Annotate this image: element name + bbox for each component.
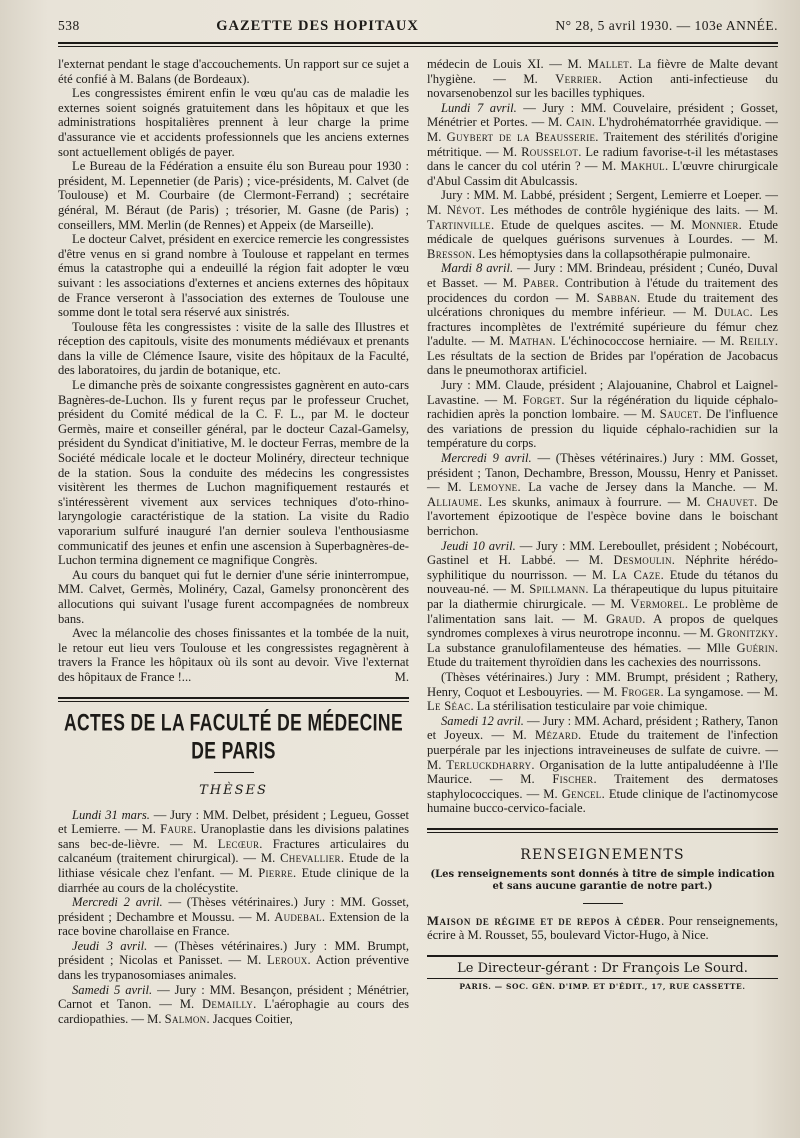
candidate-name: Desmoulin [613,553,672,568]
candidate-name: Cain [566,115,592,130]
entry-text: . Néphrite hérédo-syphilitique du nourrisson. — M. [427,553,778,582]
entry-text: . Le problème de l'alimentation sans lait. — M. [427,596,778,626]
author-signature: M. [394,669,409,684]
entry-text: . Organisation de la lutte antipaludéenne à l'Ile Maurice. — M. [427,757,778,787]
short-rule [583,903,623,904]
paragraph: Les congressistes émirent enfin le vœu qu'au cas de maladie les externes soient soignés gratuitement dans les hôpitaux et que les administrations hospitalières prennent à leur charge la prime d'assurance vie et accidents professionnels que les anciens externes sont actuellement obligés de payer. [58,86,409,159]
renseignements-note: (Les renseignements sont donnés à titre de simple indication et sans aucune garantie de notre part.) [430,868,775,892]
entry-text: . Jacques Coitier, [206,1011,293,1026]
paragraph: Le docteur Calvet, président en exercice remercie les congressistes d'être venus en si grand nombre à Toulouse et rappelant en termes émus la catastrophe qui a endeuillé la région fait adopter le vœu suivant : les associations d'externes et anciens externes des hôpitaux de France verseront à l'association des externes de Toulouse une somme dont le total sera réservé aux sinistrés. [58,232,409,320]
candidate-name: Lemoyne [469,480,518,495]
entry-date: Jeudi 3 avril. [72,938,148,953]
candidate-name: Lecœur [217,836,260,851]
entry-text: . Etude de quelques ascites. — M. [490,217,692,232]
candidate-name: Sabban [596,290,637,305]
entry-text: . Contribution à l'étude du traitement des procidences du cordon — M. [427,275,778,305]
entry-text: . Traitement des dermatoses staphylococciques. — M. [427,772,778,801]
candidate-name: Dulac [714,305,750,320]
paragraph: Le dimanche près de soixante congressistes gagnèrent en auto-cars Bagnères-de-Luchon. Ils y furent reçus par le professeur Cruchet, président du Comité médical de la C. F. L., par M. le docteur Germès, maire et conseiller général, par le docteur Cazal-Gamelsy, président du Syndicat d'initiative, M. le docteur Ferras, membre de la Société médicale locale et le docteur Molinéry, directeur technique de la station. Sous la conduite des médecins les congressistes visitèrent les thermes de Luchon magnifiquement restaurés et s'intéressèrent vivement aux services techniques d'oto-rhino-laryngologie caractéristique de la station. La visite du Radio vaporarium sulfuré inauguré l'an dernier souleva l'enthousiasme communicatif des jeunes et enfin une ascension à Superbagnères-de-Luchon termina dignement ce magnifique Congrès. [58,378,409,568]
short-rule [214,772,254,773]
candidate-name: Pierre [258,865,293,880]
classified-ad [427,914,778,943]
entry-text: . A propos de quelques syndromes complexes à virus neurotrope inconnu. — M. [427,611,778,641]
candidate-name: Le Séac [427,699,471,714]
thesis-entry [427,188,778,261]
paragraph: l'externat pendant le stage d'accouchements. Un rapport sur ce sujet a été confié à M. Balans (de Bordeaux). [58,57,409,86]
thesis-entry [58,808,409,896]
thesis-entry [427,539,778,670]
entry-date: Samedi 12 avril. [441,713,524,728]
entry-text: — (Thèses vétérinaires.) Jury : MM. Brumpt, président ; Nicolas et Panisset. — M. [58,938,409,968]
candidate-name: Guybert de la Beausserie [446,129,596,144]
entry-text: . L'aérophagie au cours des cardiopathies. — M. [58,997,409,1026]
printer-imprint: PARIS. — SOC. GÉN. D'IMP. ET D'ÉDIT., 17, RUE CASSETTE. [459,982,746,992]
candidate-name: Verrier [555,71,599,86]
paragraph: Toulouse fêta les congressistes : visite de la salle des Illustres et réception des capitouls, visite des monuments médiévaux et prenants dans la ville de Clémence Isaure, visite des hôpitaux de la Faculté, des laboratoires, du jardin de botanique, etc. [58,319,409,378]
entry-text: . La substance granulofilamenteuse des hématies. — Mlle [427,626,778,655]
left-column [58,57,409,1026]
entry-text: . Les fractures incomplètes de l'extrémité supérieure du fémur chez l'adulte. — M. [427,305,778,349]
ad-text: . Pour renseignements, écrire à M. Rousset, 55, boulevard Victor-Hugo, à Nice. [427,913,778,943]
entry-text: . Les skunks, animaux à fourrure. — M. [479,494,707,509]
section-separator [427,828,778,833]
candidate-name: Gronitzky [717,626,775,641]
candidate-name: Fischer [552,772,594,787]
entry-text: . Les hémoptysies dans la collapsothérapie pulmonaire. [472,246,751,261]
section-title: ACTES DE LA FACULTÉ DE MÉDECINE DE PARIS [63,708,404,764]
candidate-name: Faure [160,822,194,837]
candidate-name: Froger [621,684,661,699]
candidate-name: Mathan [509,334,553,349]
thesis-entry [427,451,778,539]
paragraph-text: Avec la mélancolie des choses finissantes et la tombée de la nuit, le retour eut lieu vers Toulouse et les congressistes regagnèrent à travers la France les hôpitaux où ils sont au devoir. Vive l'externat des hôpitaux de France !... [58,626,409,684]
entry-text: . De l'avortement épizootique de l'espèce bovine dans le boischant berrichon. [427,494,778,538]
entry-text: — (Thèses vétérinaires.) Jury : MM. Gosset, président ; Tanon, Dechambre, Bresson, Moussu, Henry et Panisset. — M. [427,451,779,495]
paragraph: Au cours du banquet qui fut le dernier d'une série ininterrompue, MM. Calvet, Germès, Molinéry, Cazal, Gamelsy prononcèrent des allocutions qui suivant l'usage furent accompagnées de nombreux bans. [58,567,409,626]
entry-text: . La stérilisation testiculaire par voie chimique. [470,699,708,714]
thesis-entry [58,895,409,939]
entry-text: . Etude médicale de quelques guérisons survenues à Lourdes. — M. [427,217,778,247]
header-rule [58,42,778,47]
candidate-name: Forget [522,392,562,407]
entry-date: Lundi 31 mars. [72,807,150,822]
entry-text: . L'œuvre chirurgicale d'Abul Cassim dit Abulcassis. [427,159,778,188]
thesis-entry [427,261,778,378]
section-separator [58,697,409,702]
entry-text: . De l'influence des variations de pression du liquide céphalo-rachidien sur la température du corps. [427,407,778,451]
candidate-name: Spillmann [529,582,586,597]
entry-date: Lundi 7 avril. [441,100,517,115]
candidate-name: Alliaume [427,494,479,509]
entry-text: . Les résultats de la section de Brides par l'opération de Jacobacus dans le pneumothorax artificiel. [427,334,778,378]
entry-text: Jury : MM. Claude, président ; Alajouanine, Chabrol et Laignel-Lavastine. — M. [427,378,778,407]
candidate-name: Mézard [535,728,578,743]
entry-text: . Etude de la lithiase vésicale chez l'enfant. — M. [58,851,409,880]
candidate-name: Névot [446,202,482,217]
entry-text: (Thèses vétérinaires.) Jury : MM. Brumpt, président ; Rathery, Henry, Coquot et Lesbouyries. — M. [427,669,778,699]
thesis-entry [427,378,778,451]
candidate-name: Terluckdharry [446,757,532,772]
entry-text: . Traitement des stérilités d'origine métritique. — M. [427,129,778,159]
candidate-name: La Caze [612,567,661,582]
candidate-name: Chauvet [706,494,755,509]
thesis-entry [427,670,778,714]
issue-info: N° 28, 5 avril 1930. — 103e ANNÉE. [555,18,778,33]
entry-text: . La fièvre de Malte devant l'hygiène. — M. [427,57,779,86]
candidate-name: Mallet [587,57,630,71]
candidate-name: Audebal [274,909,322,924]
entry-text: . Etude du tétanos du nouveau-né. — M. [427,567,778,597]
entry-text: médecin de Louis XI. — M. [427,57,588,71]
entry-date: Samedi 5 avril. [72,982,153,997]
entry-text: — Jury : MM. Besançon, président ; Ménétrier, Carnot et Tanon. — M. [58,982,409,1012]
footer [427,955,778,991]
candidate-name: Chevallier [280,851,341,866]
ad-heading: Maison de régime et de repos à céder [427,913,662,928]
candidate-name: Rousselot [521,144,579,159]
entry-text: — Jury : MM. Achard, président ; Rathery, Tanon et Joyeux. — M. [427,713,779,743]
entry-text: . L'hydrohématorrhée gravidique. — M. [427,115,778,144]
right-column [427,57,778,1026]
entry-text: . Etude du traitement de l'infection puerpérale par les injections intraveineuses de sulfate de cuivre. — M. [427,728,779,772]
entry-text: . La thérapeutique du lupus pituitaire par la diathermie chirurgicale. — M. [427,582,778,611]
columns [58,57,778,1026]
entry-date: Mercredi 9 avril. [441,451,532,466]
entry-text: . Uranoplastie dans les divisions palatines sans bec-de-lièvre. — M. [58,822,409,851]
candidate-name: Reilly [739,334,775,349]
entry-text: — (Thèses vétérinaires.) Jury : MM. Gosset, président ; Dechambre et Moussu. — M. [58,895,410,924]
candidate-name: Vermorel [630,596,685,611]
thesis-entry [427,714,778,816]
entry-text: . La syngamose. — M. [660,684,778,699]
paragraph: Le Bureau de la Fédération a ensuite élu son Bureau pour 1930 : président, M. Lepennetier (de Paris) ; vice-présidents, M. Calvet (de Toulouse) et M. Courbaire (de Clermont-Ferrand) ; secrétaire général, M. Béraut (de Paris) ; trésorier, M. Gasne (de Paris) ; conseillers, MM. Merlin (de Rennes) et Appeix (de Marseille). [58,159,409,232]
candidate-name: Demailly [202,997,254,1012]
entry-text: . Etude clinique de l'actinomycose humaine bucco-cervico-faciale. [427,786,778,816]
entry-text: . Extension de la race bovine charollaise en France. [58,909,409,939]
entry-text: . Action préventive dans les trypanosomiases animales. [58,953,409,983]
director-line: Le Directeur-gérant : Dr François Le Sourd. [427,955,778,979]
candidate-name: Saucet [659,407,699,422]
entry-date: Mercredi 2 avril. [72,895,163,910]
entry-text: . L'échinococcose herniaire. — M. [552,334,740,349]
entry-text: . Etude du traitement thyroïdien dans les cachexies des nourrissons. [427,640,778,670]
page-header [58,18,778,40]
entry-text: . Etude du traitement des ulcérations chroniques du membre inférieur. — M. [427,290,778,320]
thesis-entry [427,101,778,189]
entry-text: — Jury : MM. Lereboullet, président ; Nobécourt, Gastinel et H. Labbé. — M. [427,538,778,568]
entry-text: . Les méthodes de contrôle hygiénique des laits. — M. [481,202,779,217]
entry-text: — Jury : MM. Brindeau, président ; Cunéo, Duval et Basset. — M. [427,261,778,290]
journal-title: GAZETTE DES HOPITAUX [216,18,419,34]
candidate-name: Guérin [736,640,775,655]
entry-text: — Jury : MM. Couvelaire, président ; Gosset, Ménétrier et Portes. — M. [427,100,778,130]
entry-date: Mardi 8 avril. [441,261,514,276]
thesis-entry [58,939,409,983]
entry-text: — Jury : MM. Delbet, président ; Legueu, Gosset et Lemierre. — M. [58,807,409,837]
candidate-name: Bresson [427,246,473,261]
candidate-name: Graud [606,611,643,626]
candidate-name: Gencel [561,786,602,801]
entry-text: . Etude clinique de la diarrhée au cours de la cholécystite. [58,865,409,895]
entry-text: . Le radium favorise-t-il les métastases dans le cancer du col utérin ? — M. [427,144,778,174]
entry-text: . Action anti-infectieuse du novarsenobenzol sur les bacilles typhiques. [427,71,778,101]
entry-date: Jeudi 10 avril. [441,538,516,553]
candidate-name: Tartinville [427,217,491,232]
entry-text: . Sur la régénération du liquide céphalo-rachidien après la ponction lombaire. — M. [427,392,778,422]
thesis-entry [58,983,409,1027]
candidate-name: Monnier [691,217,739,232]
entry-text: Jury : MM. M. Labbé, président ; Sergent, Lemierre et Loeper. — M. [427,188,778,217]
candidate-name: Salmon [164,1011,207,1026]
candidate-name: Leroux [267,953,308,968]
entry-text: . La vache de Jersey dans la Manche. — M. [517,480,778,495]
entry-text: . Fractures articulaires du calcanéum (traitement chirurgical). — M. [58,836,409,866]
section-subtitle: THÈSES [199,782,268,798]
candidate-name: Makhul [620,159,665,174]
paragraph [58,626,409,684]
page-number: 538 [58,18,80,33]
renseignements-title: RENSEIGNEMENTS [520,846,685,863]
candidate-name: Paber [523,275,556,290]
thesis-entry [427,57,778,101]
